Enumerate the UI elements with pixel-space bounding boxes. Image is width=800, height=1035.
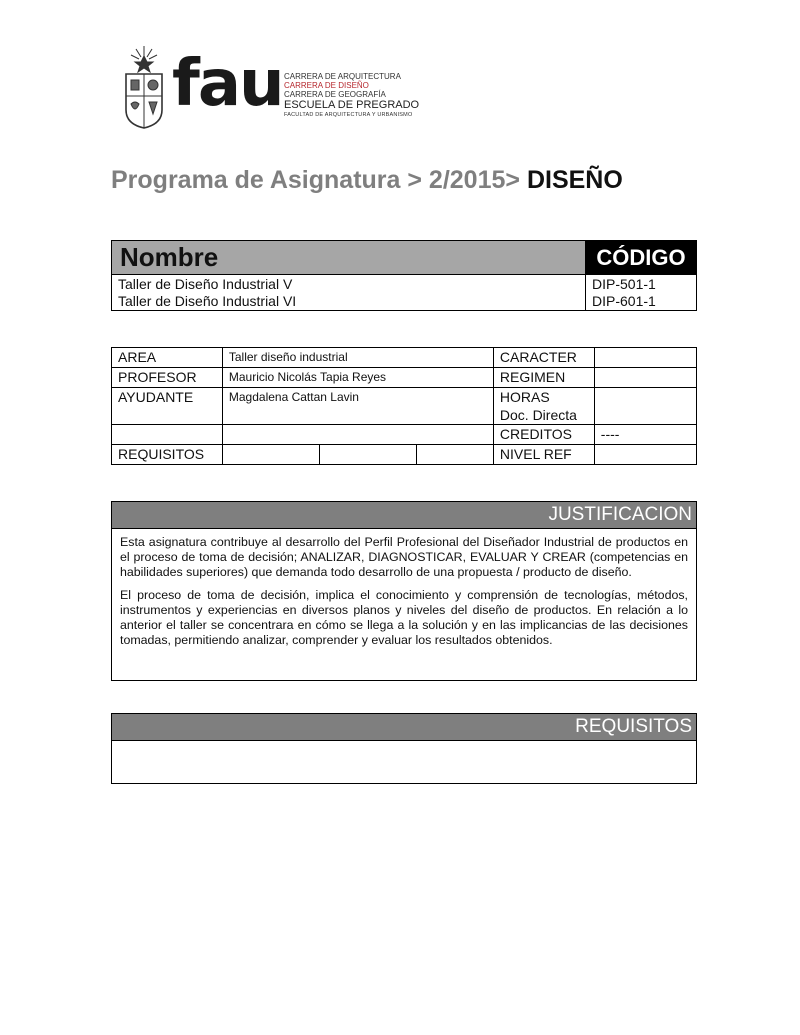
school-name: ESCUELA DE PREGRADO (284, 99, 420, 111)
fau-wordmark: fau (172, 47, 283, 121)
career-architecture: CARRERA DE ARQUITECTURA (284, 72, 401, 81)
creditos-label: CREDITOS (493, 425, 594, 445)
faculty-name: FACULTAD DE ARQUITECTURA Y URBANISMO (284, 112, 413, 118)
area-value: Taller diseño industrial (222, 348, 493, 368)
career-design: CARRERA DE DISEÑO (284, 81, 369, 90)
profesor-label: PROFESOR (112, 368, 223, 388)
requisito-cell (320, 445, 417, 465)
ayudante-value: Magdalena Cattan Lavin (222, 388, 493, 425)
name-header: Nombre (112, 241, 586, 275)
course-table (111, 240, 697, 311)
course-code: DIP-601-1 (592, 293, 656, 309)
empty-value-cell (222, 425, 493, 445)
requisitos-body (112, 741, 696, 753)
info-table (111, 347, 697, 465)
horas-label (493, 388, 594, 425)
horas-label-line: Doc. Directa (499, 407, 577, 423)
course-name: Taller de Diseño Industrial V (118, 276, 293, 292)
requisitos-section (111, 713, 697, 784)
horas-value (594, 388, 696, 425)
course-name: Taller de Diseño Industrial VI (118, 293, 297, 309)
justificacion-heading: JUSTIFICACION (112, 502, 696, 529)
regimen-value (594, 368, 696, 388)
ayudante-label: AYUDANTE (112, 388, 223, 425)
justificacion-section (111, 501, 697, 681)
page-title (111, 166, 623, 195)
university-crest-icon (122, 44, 166, 130)
title-subject: DISEÑO (526, 166, 623, 194)
nivel-ref-value (594, 445, 696, 465)
nivel-ref-label: NIVEL REF (493, 445, 594, 465)
careers-list (284, 72, 419, 119)
regimen-label: REGIMEN (493, 368, 594, 388)
course-code: DIP-501-1 (592, 276, 656, 292)
area-label: AREA (112, 348, 223, 368)
profesor-value: Mauricio Nicolás Tapia Reyes (222, 368, 493, 388)
empty-label-cell (112, 425, 223, 445)
career-geography: CARRERA DE GEOGRAFÍA (284, 90, 386, 99)
course-codes-cell (586, 275, 697, 311)
requisito-cell (417, 445, 493, 465)
requisito-cell (222, 445, 319, 465)
faculty-logo (122, 44, 432, 134)
requisitos-label: REQUISITOS (112, 445, 223, 465)
title-prefix: Programa de Asignatura > 2/2015> (111, 166, 520, 194)
code-header: CÓDIGO (586, 241, 697, 275)
justificacion-paragraph: Esta asignatura contribuye al desarrollo del Perfil Profesional del Diseñador Industrial de productos en el proceso de toma de decisión; ANALIZAR, DIAGNOSTICAR, EVALUAR Y CREAR (competencias en habilidades superiores) que demanda todo desarrollo de una propuesta / producto de diseño. (120, 535, 688, 579)
creditos-value: ---- (594, 425, 696, 445)
requisitos-heading: REQUISITOS (112, 714, 696, 741)
justificacion-paragraph: El proceso de toma de decisión, implica el conocimiento y comprensión de tecnologías, métodos, instrumentos y experiencias en diversos planos y niveles del diseño de productos. En relación a lo anterior el taller se concentrara en cómo se llega a la solución y en las implicancias de las decisiones tomadas, permitiendo analizar, comprender y evaluar los resultados obtenidos. (120, 588, 688, 647)
horas-label-line: HORAS (499, 389, 550, 405)
justificacion-body (112, 529, 696, 662)
course-names-cell (112, 275, 586, 311)
caracter-value (594, 348, 696, 368)
caracter-label: CARACTER (493, 348, 594, 368)
